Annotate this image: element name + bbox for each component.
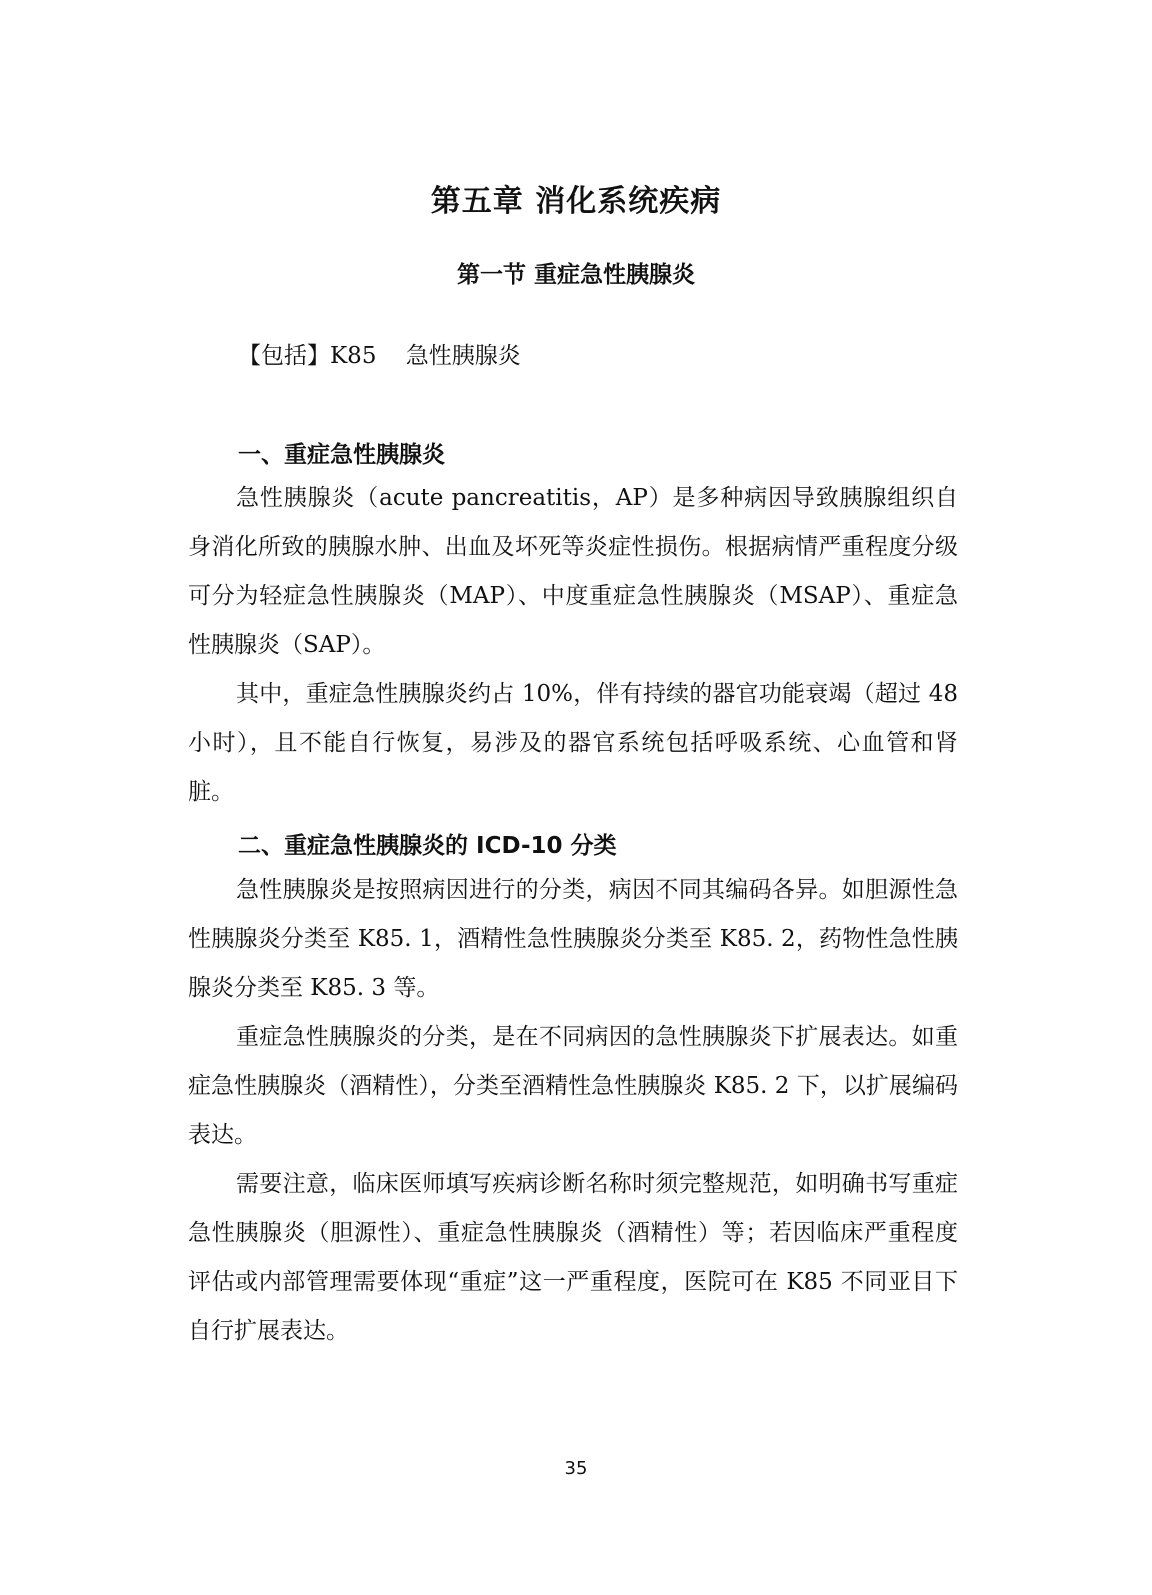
heading-1: 一、重症急性胰腺炎	[238, 442, 445, 468]
paragraph-1: 急性胰腺炎（acute pancreatitis，AP）是多种病因导致胰腺组织自身消化所致的胰腺水肿、出血及坏死等炎症性损伤。根据病情严重程度分级可分为轻症急性胰腺炎（MAP）、中度重症急性胰腺炎（MSAP）、重症急性胰腺炎（SAP）。	[188, 485, 958, 658]
page-number: 35	[564, 1458, 588, 1479]
paragraph-2: 其中，重症急性胰腺炎约占 10%，伴有持续的器官功能衰竭（超过 48 小时），且不能自行恢复，易涉及的器官系统包括呼吸系统、心血管和肾脏。	[188, 681, 958, 805]
paragraph-3: 急性胰腺炎是按照病因进行的分类，病因不同其编码各异。如胆源性急性胰腺炎分类至 K85. 1，酒精性急性胰腺炎分类至 K85. 2，药物性急性胰腺炎分类至 K85. 3 等。	[188, 877, 958, 1001]
paragraph-5: 需要注意，临床医师填写疾病诊断名称时须完整规范，如明确书写重症急性胰腺炎（胆源性）、重症急性胰腺炎（酒精性）等；若因临床严重程度评估或内部管理需要体现“重症”这一严重程度，医院可在 K85 不同亚目下自行扩展表达。	[188, 1171, 958, 1344]
includes-line: 【包括】K85 急性胰腺炎	[238, 343, 521, 369]
paragraph-4: 重症急性胰腺炎的分类，是在不同病因的急性胰腺炎下扩展表达。如重症急性胰腺炎（酒精性），分类至酒精性急性胰腺炎 K85. 2 下，以扩展编码表达。	[188, 1024, 958, 1148]
section-title: 第一节 重症急性胰腺炎	[456, 262, 695, 288]
chapter-title: 第五章 消化系统疾病	[430, 184, 722, 219]
heading-2: 二、重症急性胰腺炎的 ICD-10 分类	[238, 833, 617, 859]
